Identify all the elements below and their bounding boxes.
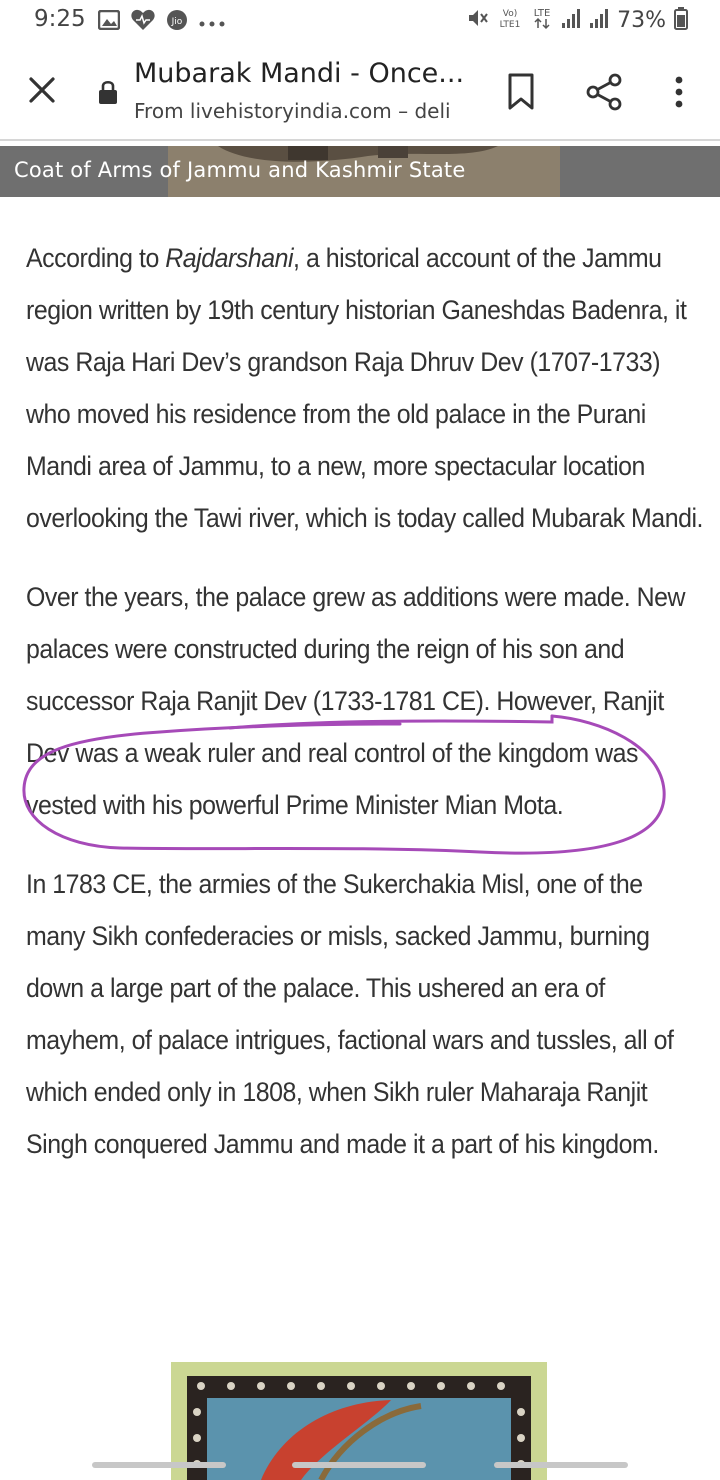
more-dots-icon [198, 13, 226, 32]
volte-icon [497, 6, 523, 34]
svg-text:Vo): Vo) [502, 9, 518, 19]
battery-icon [674, 6, 688, 34]
heart-icon [130, 9, 156, 35]
paragraph-text: According to [26, 243, 166, 273]
article-body [26, 232, 706, 1197]
more-vert-icon [666, 72, 692, 112]
toolbar-divider [0, 139, 720, 141]
status-bar [0, 0, 720, 42]
status-left-icons [98, 9, 226, 35]
battery-percent: 73% [617, 7, 666, 33]
article-paragraph [26, 232, 707, 544]
share-button[interactable] [584, 72, 624, 112]
mute-icon [467, 7, 489, 33]
nav-indicator [92, 1462, 226, 1468]
nav-indicator [494, 1462, 628, 1468]
lock-icon [98, 79, 118, 105]
image-caption: Coat of Arms of Jammu and Kashmir State [14, 158, 466, 182]
svg-text:LTE1: LTE1 [499, 20, 521, 30]
close-icon [24, 72, 60, 108]
article-paragraph: Over the years, the palace grew as additions were made. New palaces were constructed during the reign of his son and successor Raja Ranjit Dev (1733-1781 CE). However, Ranjit Dev was a weak ruler and real control of the kingdom was vested with his powerful Prime Minister Mian Mota. [26, 582, 686, 820]
image-icon [98, 10, 120, 34]
status-time: 9:25 [34, 6, 86, 32]
status-right-icons [467, 6, 688, 34]
page-url[interactable]: From livehistoryindia.com – deli [134, 99, 451, 123]
page-title[interactable]: Mubarak Mandi - Once... [134, 58, 464, 89]
jio-icon [166, 9, 188, 35]
paragraph-text: , a historical account of the Jammu region written by 19th century historian Ganeshdas Badenra, it was Raja Hari Dev’s grandson Raja Dhruv Dev (1707-1733) who moved his residence from the old palace in the Purani Mandi area of Jammu, to a new, more spectacular location overlooking the Tawi river, which is today called Mubarak Mandi. [26, 243, 703, 533]
signal-icon [589, 7, 609, 33]
nav-indicator [292, 1462, 426, 1468]
bookmark-button[interactable] [506, 72, 536, 112]
book-title: Rajdarshani [165, 243, 294, 273]
lte-icon [531, 6, 553, 34]
svg-text:Jio: Jio [171, 17, 183, 27]
article-paragraph: In 1783 CE, the armies of the Sukerchakia Misl, one of the many Sikh confederacies or misls, sacked Jammu, burning down a large part of the palace. This ushered an era of mayhem, of palace intrigues, factional wars and tussles, all of which ended only in 1808, when Sikh ruler Maharaja Ranjit Singh conquered Jammu and made it a part of his kingdom. [26, 869, 674, 1159]
svg-text:LTE: LTE [533, 8, 551, 19]
share-icon [584, 72, 624, 112]
image-caption-bar [0, 146, 720, 197]
bookmark-icon [506, 72, 536, 112]
custom-tab-toolbar [0, 42, 720, 140]
signal-icon [561, 7, 581, 33]
more-options-button[interactable] [666, 72, 692, 112]
close-button[interactable] [24, 72, 60, 108]
